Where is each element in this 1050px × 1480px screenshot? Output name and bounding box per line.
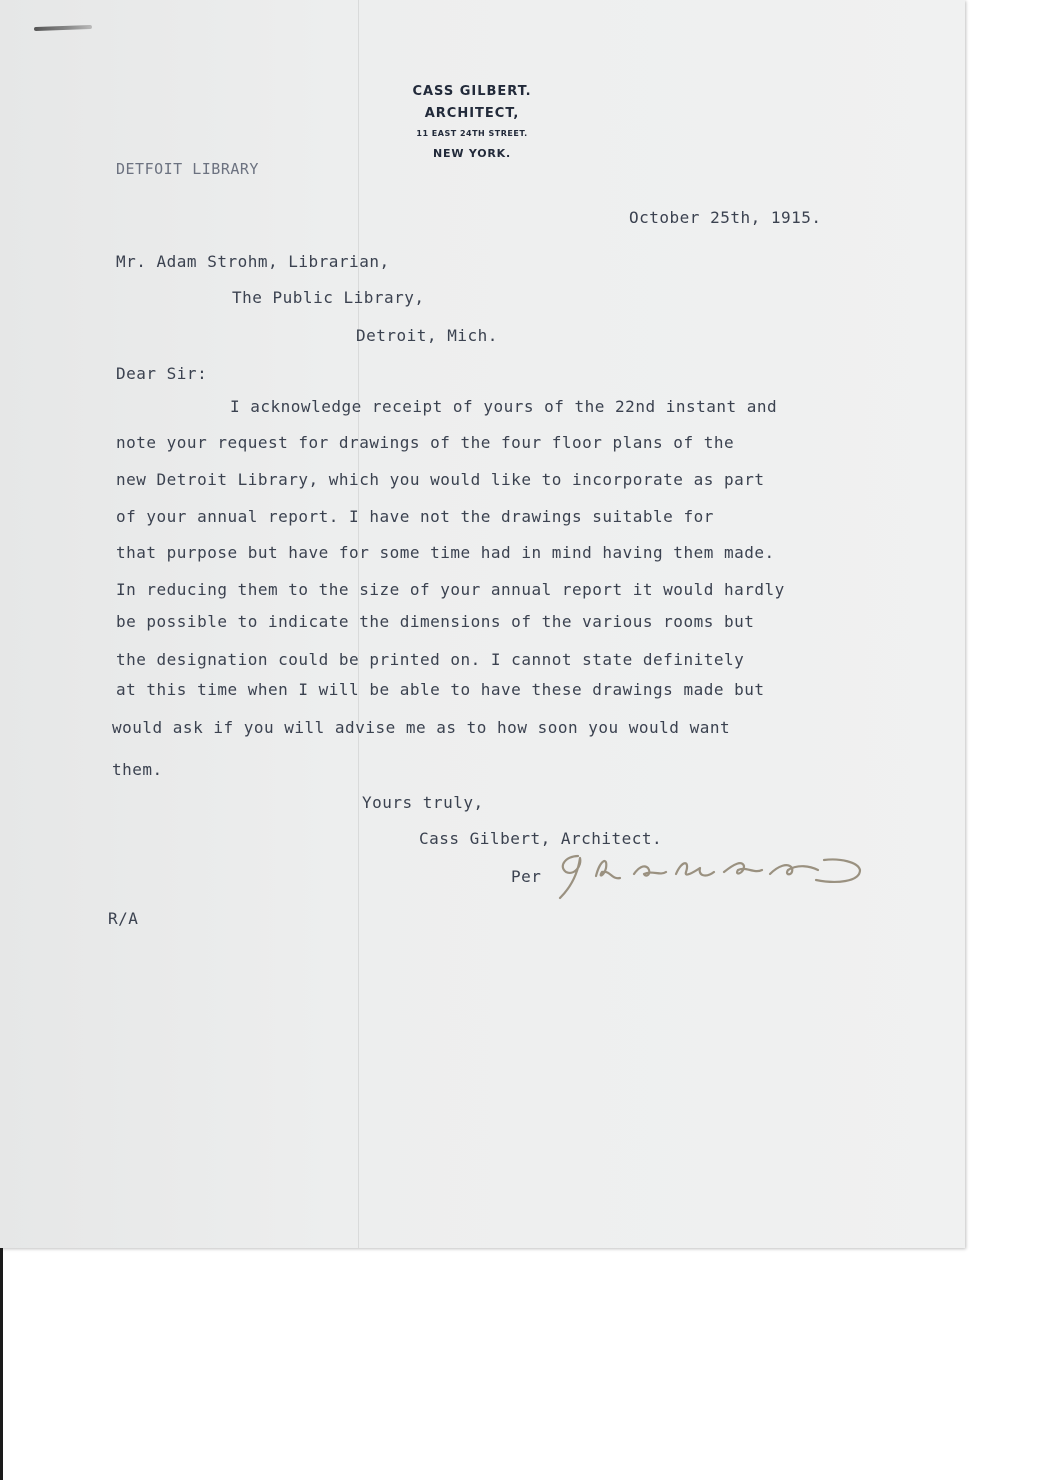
body-line-2: note your request for drawings of the four floor plans of the (116, 433, 735, 452)
letterhead-street: 11 EAST 24TH STREET. (416, 129, 528, 138)
recipient-line-1: Mr. Adam Strohm, Librarian, (116, 252, 390, 271)
body-line-5: that purpose but have for some time had in mind having them made. (116, 543, 775, 562)
letterhead-title: ARCHITECT, (424, 106, 520, 121)
recipient-line-3: Detroit, Mich. (356, 326, 498, 345)
body-line-10: would ask if you will advise me as to how soon you would want (112, 718, 731, 737)
body-line-9: at this time when I will be able to have these drawings made but (116, 680, 765, 699)
per-label: Per (511, 867, 542, 886)
file-label: DETFOIT LIBRARY (116, 160, 259, 178)
body-line-6: In reducing them to the size of your annual report it would hardly (116, 580, 785, 599)
staple-mark (34, 25, 92, 31)
page-edge-shadow (0, 1248, 3, 1480)
body-line-4: of your annual report. I have not the drawings suitable for (116, 507, 714, 526)
typist-initials: R/A (108, 909, 139, 928)
signatory: Cass Gilbert, Architect. (419, 829, 663, 848)
body-line-3: new Detroit Library, which you would like to incorporate as part (116, 470, 765, 489)
recipient-line-2: The Public Library, (232, 288, 425, 307)
body-line-1: I acknowledge receipt of yours of the 22nd instant and (230, 397, 778, 416)
letter-date: October 25th, 1915. (629, 208, 822, 227)
letterhead-city: NEW YORK. (433, 147, 511, 160)
salutation: Dear Sir: (116, 364, 208, 383)
letterhead-name: CASS GILBERT. (412, 84, 532, 99)
handwritten-signature (548, 846, 878, 902)
body-line-11: them. (112, 760, 163, 779)
body-line-8: the designation could be printed on. I cannot state definitely (116, 650, 745, 669)
closing: Yours truly, (362, 793, 484, 812)
body-line-7: be possible to indicate the dimensions of the various rooms but (116, 612, 755, 631)
